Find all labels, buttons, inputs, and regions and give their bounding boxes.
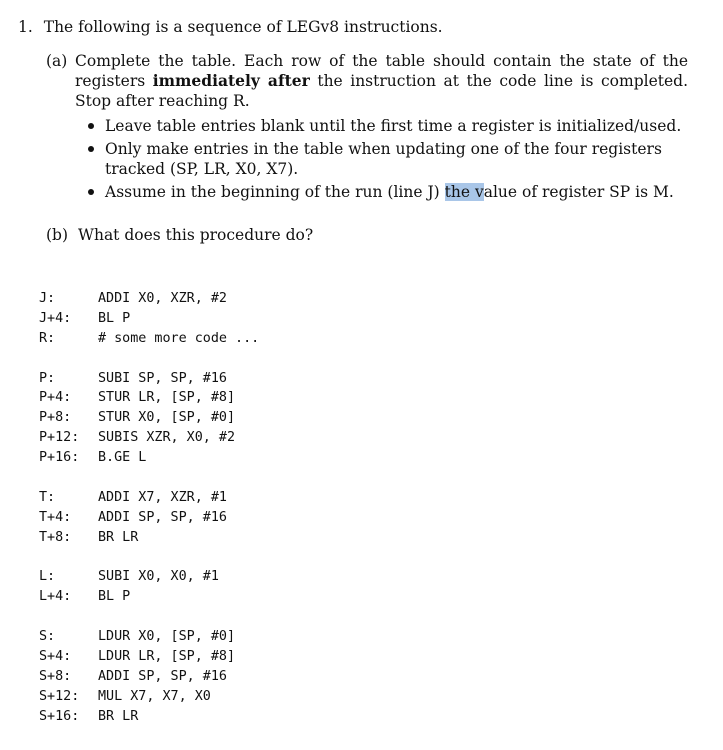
code-line (39, 707, 259, 727)
code-instruction: STUR LR, [SP, #8] (98, 390, 236, 406)
code-instruction: SUBI SP, SP, #16 (98, 370, 227, 386)
bullet-dot-icon (88, 123, 94, 129)
bullet-text: Only make entries in the table when updating one of the four registers tracked (SP, LR, X0, X7). (105, 140, 662, 178)
code-line-label: J+4: (39, 310, 72, 326)
code-line (39, 388, 259, 408)
code-line (39, 667, 259, 687)
code-block-gap (39, 548, 259, 568)
bullet-text-before: Assume in the beginning of the run (line J) (105, 183, 445, 201)
code-line-label: S+12: (39, 688, 80, 704)
part-b-text: What does this procedure do? (78, 226, 314, 244)
part-a-text-before: Complete the table. Each row of the table should contain the state of the registers (75, 52, 688, 90)
part-a-label: (a) (46, 52, 68, 70)
code-instruction: ADDI X7, XZR, #1 (98, 489, 227, 505)
code-line-label: P+16: (39, 450, 80, 466)
part-a (46, 51, 688, 111)
code-line (39, 687, 259, 707)
bullet-text: Leave table entries blank until the first time a register is initialized/used. (105, 117, 682, 135)
code-listing (39, 289, 259, 727)
part-a-bold-text: immediately after (152, 71, 310, 90)
bullet-dot-icon (88, 146, 94, 152)
bullet-dot-icon (88, 189, 94, 195)
code-line-label: L: (39, 569, 56, 585)
code-line (39, 408, 259, 428)
code-instruction: ADDI SP, SP, #16 (98, 509, 227, 525)
bullet-text-after: alue of register SP is M. (483, 183, 674, 201)
text-selection-highlight[interactable]: the v (444, 183, 484, 201)
code-instruction: ADDI SP, SP, #16 (98, 668, 227, 684)
code-block-gap (39, 468, 259, 488)
code-line-label: S+4: (39, 649, 72, 665)
code-block-gap (39, 607, 259, 627)
code-line-label: S+8: (39, 668, 72, 684)
code-line-label: T+8: (39, 529, 72, 545)
code-line-label: T: (39, 489, 56, 505)
code-instruction: ADDI X0, XZR, #2 (98, 291, 227, 306)
code-instruction: BR LR (98, 529, 139, 545)
code-instruction: STUR X0, [SP, #0] (98, 410, 236, 426)
code-line (39, 428, 259, 448)
code-line-label: J: (39, 291, 56, 306)
code-line-label: P+4: (39, 390, 72, 406)
code-instruction: SUBI X0, X0, #1 (98, 569, 219, 585)
code-instruction: # some more code ... (98, 330, 260, 346)
bullet-item (85, 139, 688, 179)
bullet-text[interactable] (105, 183, 674, 201)
code-instruction: B.GE L (98, 450, 147, 466)
code-line (39, 587, 259, 607)
code-line-label: T+4: (39, 509, 72, 525)
instruction-bullets (85, 116, 688, 205)
code-instruction: BR LR (98, 708, 139, 724)
code-line-label: L+4: (39, 589, 72, 605)
code-instruction: MUL X7, X7, X0 (98, 688, 211, 704)
question-intro: The following is a sequence of LEGv8 instructions. (43, 18, 443, 36)
code-line (39, 627, 259, 647)
bullet-item (85, 116, 688, 136)
code-instruction: LDUR X0, [SP, #0] (98, 629, 236, 645)
code-instruction: BL P (98, 310, 131, 326)
code-line (39, 369, 259, 389)
code-line (39, 488, 259, 508)
code-line-label: S: (39, 629, 56, 645)
part-a-text (75, 51, 688, 111)
question-heading (18, 17, 443, 37)
code-line (39, 567, 259, 587)
code-line (39, 528, 259, 548)
part-b-label: (b) (46, 226, 69, 244)
code-line-label: P+8: (39, 410, 72, 426)
code-line-label: P: (39, 370, 56, 386)
code-line (39, 508, 259, 528)
code-line (39, 289, 259, 309)
code-line (39, 329, 259, 349)
code-line-label: S+16: (39, 708, 80, 724)
code-instruction: SUBIS XZR, X0, #2 (98, 430, 236, 446)
code-line-label: R: (39, 330, 56, 346)
code-line (39, 309, 259, 329)
code-instruction: BL P (98, 589, 131, 605)
bullet-item (85, 182, 688, 202)
code-line (39, 448, 259, 468)
code-block-gap (39, 349, 259, 369)
question-number: 1. (18, 18, 33, 36)
code-instruction: LDUR LR, [SP, #8] (98, 649, 236, 665)
part-a-text-after: the instruction at the code line is completed. Stop after reaching R. (75, 72, 688, 110)
code-line-label: P+12: (39, 430, 80, 446)
code-line (39, 647, 259, 667)
part-b (46, 225, 313, 245)
